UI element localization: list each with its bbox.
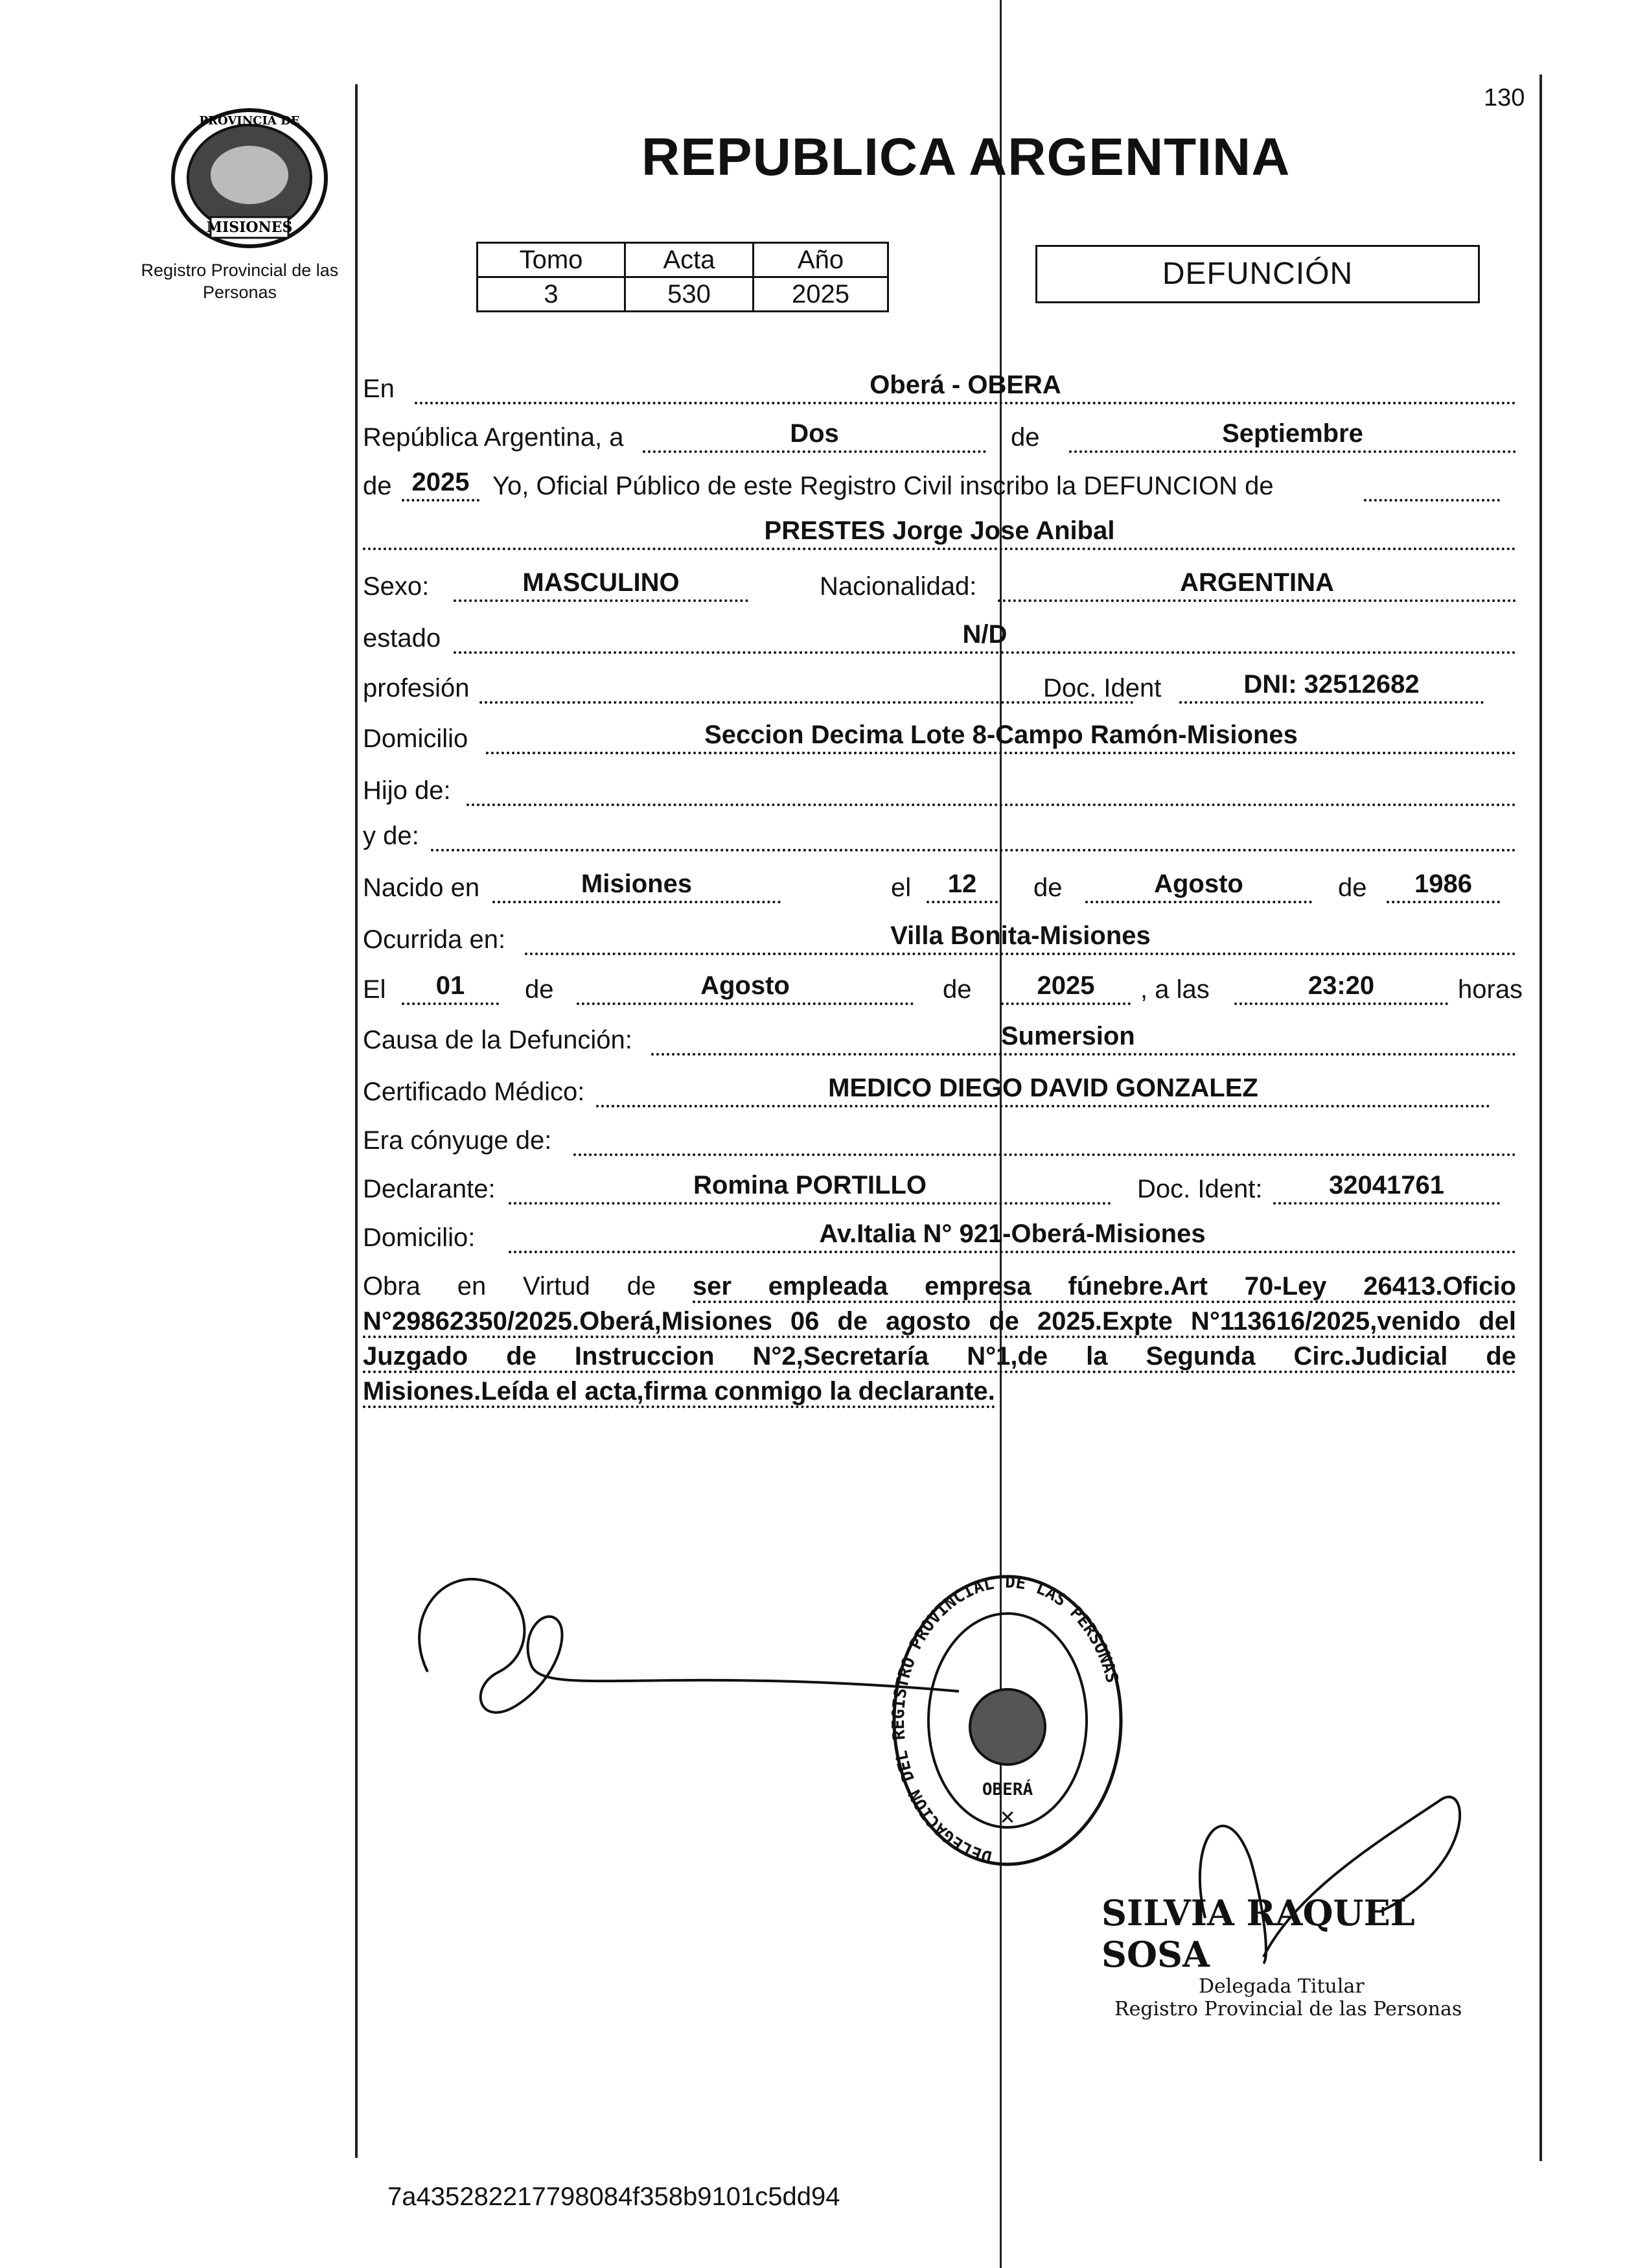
row-fecha-defuncion [363,969,1523,1014]
label-de-4: de [1338,874,1367,902]
fill-conyuge [573,1122,1516,1156]
value-doc: DNI: 32512682 [1243,670,1420,699]
svg-text:PROVINCIA DE: PROVINCIA DE [199,114,300,128]
value-domicilio: Seccion Decima Lote 8-Campo Ramón-Misiones [704,721,1298,749]
value-ocurrida-en: Villa Bonita-Misiones [890,921,1151,950]
row-domicilio [363,718,1516,763]
signer-role: Delegada Titular [1199,1975,1365,1998]
value-certificado: MEDICO DIEGO DAVID GONZALEZ [828,1074,1258,1102]
left-margin-line [355,84,358,2158]
row-sexo [363,566,1516,611]
label-republica: República Argentina, a [363,423,624,452]
label-conyuge: Era cónyuge de: [363,1126,552,1155]
value-def-dia: 01 [435,971,465,1000]
label-horas: horas [1458,975,1523,1004]
label-el: el [891,874,912,902]
document-hash: 7a435282217798084f358b9101c5dd94 [387,2182,840,2211]
row-certificado [363,1071,1516,1117]
record-type-box: DEFUNCIÓN [1035,245,1480,303]
value-lugar: Oberá - OBERA [870,371,1061,399]
label-profesion: profesión [363,674,470,702]
value-causa: Sumersion [1001,1022,1135,1050]
label-y-de: y de: [363,822,419,850]
label-a-las: , a las [1140,975,1210,1004]
value-nacido-anio: 1986 [1414,870,1472,898]
label-de-6: de [943,975,972,1004]
signer-block [1101,1892,1490,2020]
fill-after-yo [1364,468,1500,502]
label-estado: estado [363,624,441,653]
label-de-2: de [363,472,392,500]
ref-header-anio: Año [754,243,888,277]
declarant-signature [389,1542,972,1740]
signer-name: SILVIA RAQUEL SOSA [1101,1892,1415,1975]
value-estado: N/D [962,620,1008,649]
value-declarante-doc: 32041761 [1329,1171,1444,1199]
svg-text:✕: ✕ [999,1807,1016,1829]
label-causa: Causa de la Defunción: [363,1026,632,1054]
official-stamp [888,1568,1127,1882]
page-number: 130 [1484,84,1525,111]
label-de-1: de [1011,423,1040,452]
document-title: REPUBLICA ARGENTINA [641,128,1291,187]
value-anio-acta: 2025 [411,468,470,496]
obs-prefix: Obra en Virtud de [363,1272,656,1301]
value-dia-acta: Dos [790,419,839,448]
value-nacido-lugar: Misiones [581,870,693,898]
label-sexo: Sexo: [363,572,430,601]
row-domicilio-declarante [363,1217,1516,1262]
value-nombre: PRESTES Jorge Jose Anibal [764,516,1115,545]
value-def-mes: Agosto [700,971,790,1000]
label-ocurrida-en: Ocurrida en: [363,925,506,954]
label-doc-ident-2: Doc. Ident: [1137,1175,1263,1203]
right-margin-line [1539,75,1542,2161]
value-nacido-dia: 12 [947,870,977,898]
ref-header-acta: Acta [625,243,754,277]
label-nacido-en: Nacido en [363,874,480,902]
row-nombre [363,514,1516,559]
label-domicilio-2: Domicilio: [363,1223,476,1252]
row-ocurrida [363,919,1516,964]
label-en: En [363,375,395,403]
label-de-3: de [1033,874,1063,902]
value-nacionalidad: ARGENTINA [1180,568,1334,597]
fill-profesion [479,670,1134,704]
row-causa [363,1019,1516,1065]
ref-value-anio: 2025 [754,277,888,312]
label-hijo-de: Hijo de: [363,776,451,805]
obs-line-1: ser empleada empresa fúnebre.Art 70-Ley 26413.Oficio [693,1272,1516,1303]
value-sexo: MASCULINO [522,568,680,597]
svg-text:DELEGACION DEL REGISTRO PROVIN: DELEGACION DEL REGISTRO PROVINCIAL DE LAS PERSONAS [888,1572,1122,1867]
ref-value-tomo: 3 [478,277,625,312]
value-declarante: Romina PORTILLO [693,1171,927,1199]
label-de-5: de [525,975,554,1004]
obs-line-4: Misiones.Leída el acta,firma conmigo la declarante. [363,1377,995,1408]
label-domicilio: Domicilio [363,724,468,753]
obs-line-3: Juzgado de Instruccion N°2,Secretaría N°1,de la Segunda Circ.Judicial de [363,1342,1516,1373]
label-el-cap: El [363,975,386,1004]
row-anio-acta [363,465,1516,511]
value-def-hora: 23:20 [1308,971,1375,1000]
row-profesion [363,667,1516,713]
value-def-anio: 2025 [1037,971,1095,1000]
obs-line-2: N°29862350/2025.Oberá,Misiones 06 de agosto de 2025.Expte N°113616/2025,venido del [363,1307,1516,1338]
label-yo: Yo, Oficial Público de este Registro Civil inscribo la DEFUNCION de [492,472,1274,500]
svg-text:MISIONES: MISIONES [206,219,293,236]
value-mes-acta: Septiembre [1222,419,1363,448]
value-declarante-domicilio: Av.Italia N° 921-Oberá-Misiones [819,1220,1206,1248]
ref-value-acta: 530 [625,277,754,312]
label-certificado: Certificado Médico: [363,1078,585,1106]
province-seal-logo [165,104,334,253]
fill-hijo-de [467,772,1516,806]
signer-org: Registro Provincial de las Personas [1114,1998,1462,2020]
label-doc-ident: Doc. Ident [1043,674,1162,702]
observations-block [363,1269,1516,1409]
row-declarante [363,1168,1516,1214]
fill-y-de [431,818,1516,851]
svg-text:OBERÁ: OBERÁ [982,1780,1033,1799]
row-estado [363,618,1516,663]
row-conyuge [363,1120,1516,1165]
value-nacido-mes: Agosto [1154,870,1243,898]
ref-header-tomo: Tomo [478,243,625,277]
label-nacionalidad: Nacionalidad: [820,572,977,601]
row-nacido [363,867,1516,912]
row-fecha-acta [363,417,1516,462]
row-lugar [363,368,1516,413]
registry-name: Registro Provincial de las Personas [141,260,339,302]
row-hijo-de [363,770,1516,815]
row-y-de [363,815,1516,861]
label-declarante: Declarante: [363,1175,496,1203]
reference-table [476,242,889,312]
